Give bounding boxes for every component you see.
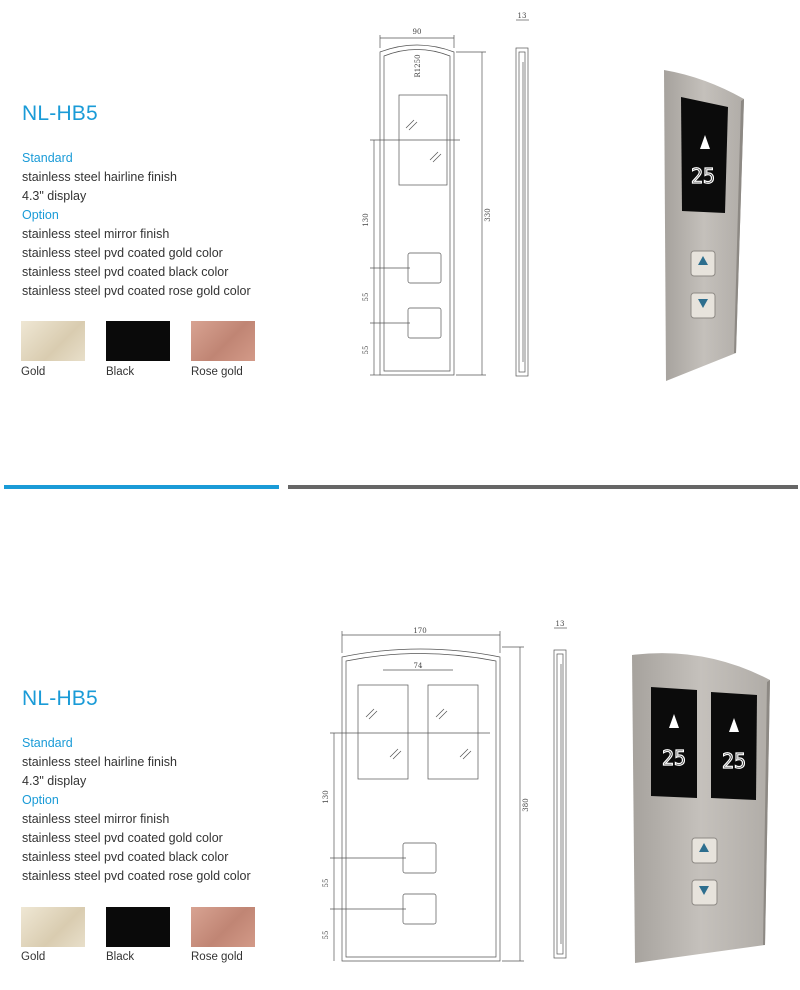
section-divider-accent [4,485,279,489]
section-divider [288,485,798,489]
black-swatch [106,907,170,947]
technical-drawing-side [510,12,540,382]
swatch-label: Gold [21,951,46,963]
swatch-label: Gold [21,366,46,378]
dim-gap: 55 [322,878,330,888]
option-heading: Option [22,793,59,807]
swatch-label: Rose gold [191,951,243,963]
dim-span: 130 [322,790,330,804]
product-section-2 [0,500,800,980]
option-item: stainless steel pvd coated gold color [22,831,223,845]
dim-inner: 74 [413,662,423,670]
dim-width: 170 [413,627,427,635]
technical-drawing-front [320,625,530,970]
dim-depth: 13 [517,12,527,20]
rose-gold-swatch [191,321,255,361]
option-item: stainless steel pvd coated black color [22,850,229,864]
product-title: NL-HB5 [22,102,98,125]
hall-button-panel-render [625,650,775,965]
swatch-label: Black [106,366,135,378]
dim-gap: 55 [362,292,370,302]
standard-heading: Standard [22,736,73,750]
standard-item: 4.3" display [22,774,87,788]
standard-item: stainless steel hairline finish [22,755,177,769]
option-item: stainless steel pvd coated gold color [22,246,223,260]
floor-readout: 25 [690,164,716,188]
option-item: stainless steel pvd coated rose gold color [22,284,251,298]
floor-readout: 25 [661,746,687,770]
rose-gold-swatch [191,907,255,947]
dim-height: 380 [522,798,530,812]
standard-item: 4.3" display [22,189,87,203]
dim-radius: R1250 [414,54,422,78]
technical-drawing-side [548,620,578,965]
option-item: stainless steel pvd coated rose gold color [22,869,251,883]
swatch-label: Rose gold [191,366,243,378]
dim-depth: 13 [555,620,565,628]
option-heading: Option [22,208,59,222]
standard-heading: Standard [22,151,73,165]
standard-item: stainless steel hairline finish [22,170,177,184]
dim-width: 90 [412,28,422,36]
dim-gap: 55 [322,930,330,940]
dim-gap: 55 [362,345,370,355]
gold-swatch [21,321,85,361]
dim-span: 130 [362,213,370,227]
black-swatch [106,321,170,361]
dim-height: 330 [484,208,492,222]
product-title: NL-HB5 [22,687,98,710]
gold-swatch [21,907,85,947]
option-item: stainless steel mirror finish [22,812,170,826]
hall-button-panel-render [655,65,755,385]
swatch-label: Black [106,951,135,963]
option-item: stainless steel pvd coated black color [22,265,229,279]
technical-drawing-front [360,20,500,390]
product-section-1 [0,0,800,480]
option-item: stainless steel mirror finish [22,227,170,241]
floor-readout: 25 [721,749,747,773]
